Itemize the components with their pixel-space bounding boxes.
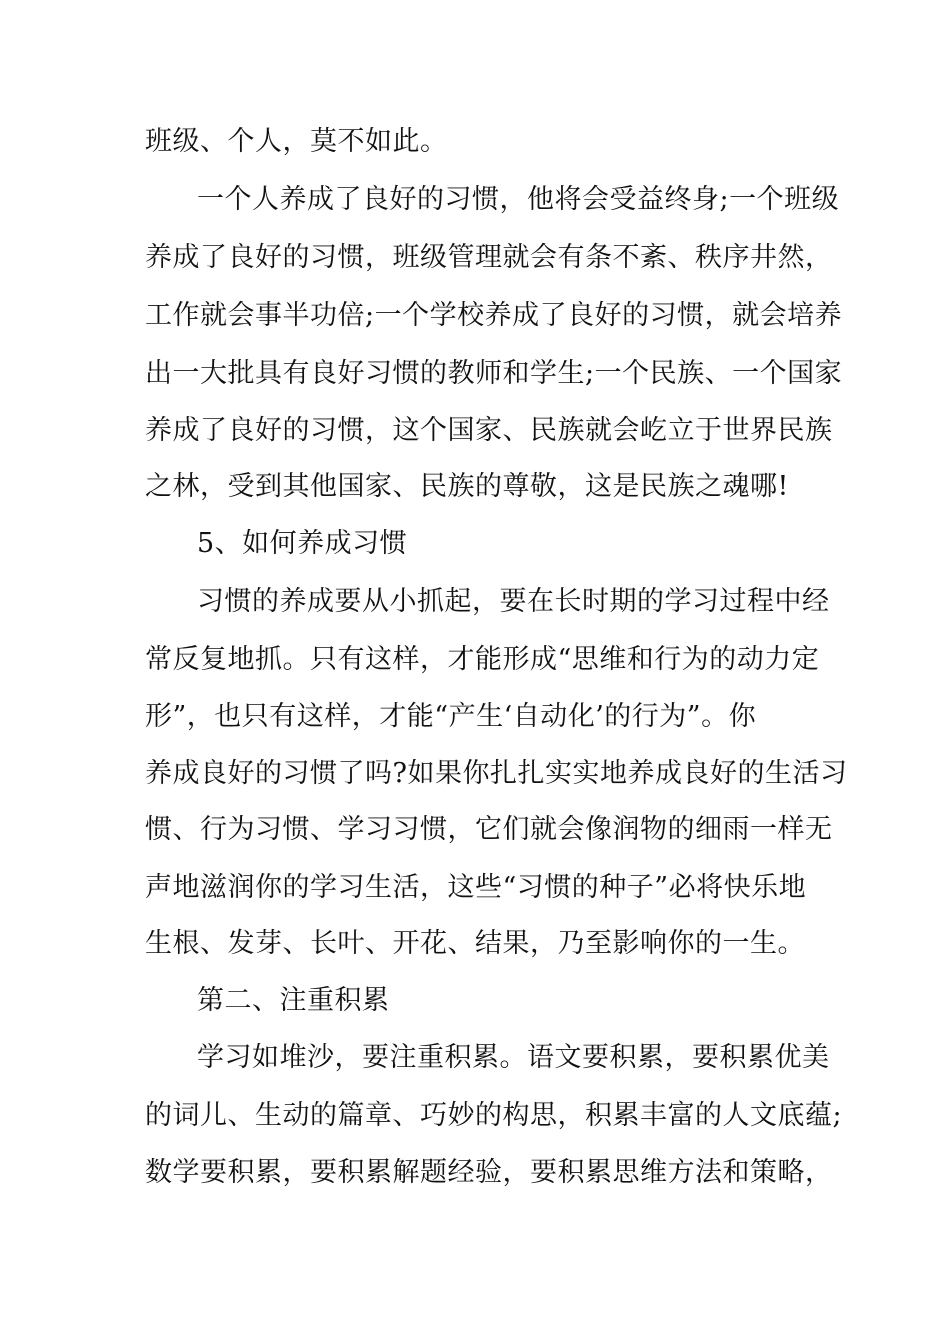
text-line: 生根、发芽、长叶、开花、结果，乃至影响你的一生。 bbox=[145, 928, 805, 959]
section-heading: 第二、注重积累 bbox=[197, 985, 390, 1016]
text-line: 常反复地抓。只有这样，才能形成“思维和行为的动力定 bbox=[145, 644, 820, 675]
text-line: 习惯的养成要从小抓起，要在长时期的学习过程中经 bbox=[197, 586, 830, 617]
text-line: 出一大批具有良好习惯的教师和学生;一个民族、一个国家 bbox=[145, 358, 843, 389]
text-line: 数学要积累，要积累解题经验，要积累思维方法和策略， bbox=[145, 1157, 833, 1188]
text-line: 惯、行为习惯、学习习惯，它们就会像润物的细雨一样无 bbox=[145, 814, 833, 845]
text-line: 学习如堆沙，要注重积累。语文要积累，要积累优美 bbox=[197, 1042, 830, 1073]
text-line: 的词儿、生动的篇章、巧妙的构思，积累丰富的人文底蕴; bbox=[145, 1100, 843, 1131]
text-line: 养成良好的习惯了吗?如果你扎扎实实地养成良好的生活习 bbox=[145, 758, 848, 789]
section-heading: 5、如何养成习惯 bbox=[197, 528, 408, 559]
text-line: 养成了良好的习惯，班级管理就会有条不紊、秩序井然， bbox=[145, 242, 833, 273]
text-line: 工作就会事半功倍;一个学校养成了良好的习惯，就会培养 bbox=[145, 300, 843, 331]
text-line: 一个人养成了良好的习惯，他将会受益终身;一个班级 bbox=[197, 184, 840, 215]
text-line: 养成了良好的习惯，这个国家、民族就会屹立于世界民族 bbox=[145, 415, 833, 446]
text-line: 声地滋润你的学习生活，这些“习惯的种子”必将快乐地 bbox=[145, 872, 807, 903]
text-line: 班级、个人，莫不如此。 bbox=[145, 126, 448, 157]
text-line: 形”，也只有这样，才能“产生‘自动化’的行为”。你 bbox=[145, 701, 757, 732]
text-line: 之林，受到其他国家、民族的尊敬，这是民族之魂哪! bbox=[145, 471, 789, 502]
